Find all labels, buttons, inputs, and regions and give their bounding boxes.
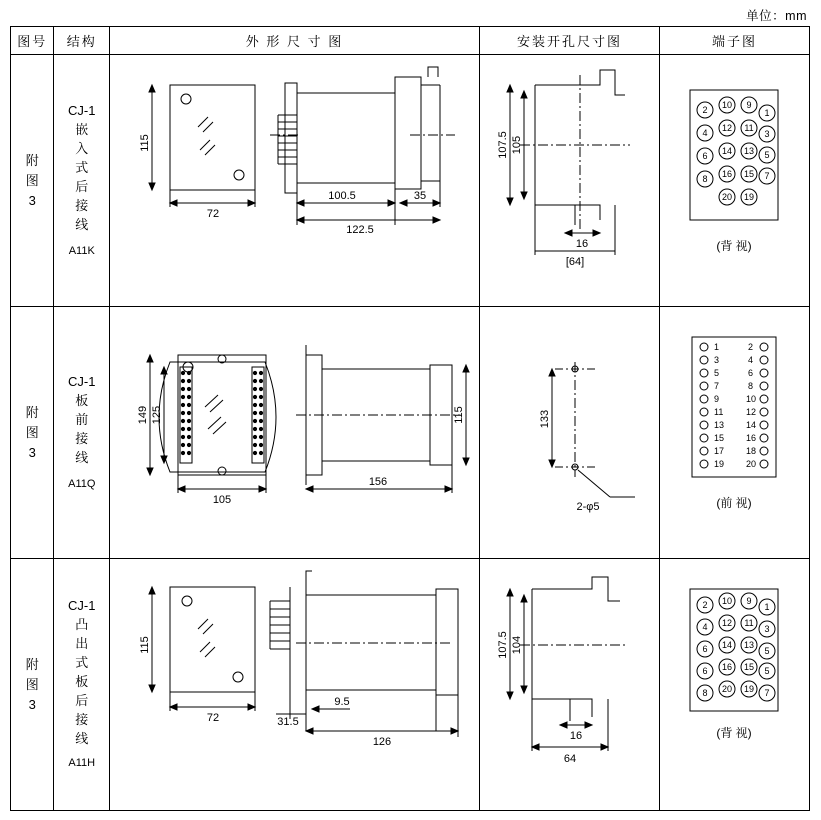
structure-label-2 <box>54 368 109 498</box>
svg-text:1: 1 <box>713 342 719 352</box>
struct-line: 线 <box>75 216 89 232</box>
header-hole: 安装开孔尺寸图 <box>480 27 660 55</box>
table-row <box>11 559 810 811</box>
struct-line: 板 <box>75 674 89 689</box>
dim-133: 133 <box>539 409 552 429</box>
struct-line: 线 <box>75 731 89 746</box>
structure-label-3 <box>54 592 109 777</box>
svg-text:13: 13 <box>743 146 754 156</box>
svg-text:8: 8 <box>702 174 708 184</box>
terminal-drawing-3 <box>659 559 809 811</box>
svg-text:19: 19 <box>743 192 754 202</box>
svg-text:8: 8 <box>702 688 708 698</box>
dim-9-5: 9.5 <box>334 696 350 708</box>
svg-text:6: 6 <box>747 368 753 378</box>
struct-line: 接 <box>75 430 89 446</box>
svg-text:14: 14 <box>721 640 732 650</box>
dim-149: 149 <box>137 405 150 425</box>
outline-drawing-3 <box>110 559 480 811</box>
dim-depth-35: 35 <box>413 190 427 202</box>
svg-text:4: 4 <box>702 622 708 632</box>
terminal-view-label-3: (背 视) <box>716 726 752 740</box>
svg-text:9: 9 <box>746 596 752 606</box>
svg-text:6: 6 <box>702 644 708 654</box>
svg-text:10: 10 <box>721 596 732 606</box>
struct-code: A11K <box>68 244 95 257</box>
svg-text:17: 17 <box>713 446 724 456</box>
terminal-view-label-1: (背 视) <box>716 239 752 253</box>
structure-label-1 <box>54 97 109 265</box>
svg-text:3: 3 <box>764 129 770 139</box>
svg-text:16: 16 <box>721 169 732 179</box>
dim-31-5: 31.5 <box>277 716 299 728</box>
svg-text:5: 5 <box>764 666 770 676</box>
dim-depth-100-5: 100.5 <box>328 190 356 202</box>
dimension-table <box>10 26 810 811</box>
dim-115-right: 115 <box>453 406 466 424</box>
struct-line: 式 <box>75 159 89 175</box>
svg-text:18: 18 <box>745 446 756 456</box>
structure-cell-3 <box>54 559 110 811</box>
dim-hole-105: 105 <box>511 135 524 155</box>
dim-hole-107-5: 107.5 <box>497 131 510 159</box>
svg-text:11: 11 <box>744 123 754 133</box>
svg-text:10: 10 <box>745 394 756 404</box>
unit-note: 单位：mm <box>746 9 807 23</box>
fig-no-cell-1 <box>11 55 54 307</box>
hole-drawing-2 <box>480 307 660 559</box>
struct-line: CJ-1 <box>68 373 96 389</box>
header-fig-no: 图号 <box>11 27 54 55</box>
dim-16: 16 <box>569 730 583 742</box>
structure-cell-2 <box>54 307 110 559</box>
svg-text:15: 15 <box>743 169 754 179</box>
svg-text:5: 5 <box>713 368 719 378</box>
dim-hole-16: 16 <box>575 238 589 250</box>
dim-156: 156 <box>368 476 388 488</box>
svg-text:12: 12 <box>721 123 732 133</box>
svg-text:11: 11 <box>744 618 754 628</box>
svg-text:2: 2 <box>747 342 753 352</box>
svg-text:7: 7 <box>713 381 719 391</box>
dim-hole-64: [64] <box>565 256 585 268</box>
fig-no-cell-2 <box>11 307 54 559</box>
table-row <box>11 307 810 559</box>
outline-drawing-1 <box>110 55 480 307</box>
svg-text:4: 4 <box>702 128 708 138</box>
table-header-row <box>11 27 810 55</box>
terminal-view-label-2: (前 视) <box>716 496 752 510</box>
svg-text:9: 9 <box>746 100 752 110</box>
svg-text:4: 4 <box>747 355 753 365</box>
svg-text:13: 13 <box>713 420 724 430</box>
dim-depth-122-5: 122.5 <box>346 224 374 236</box>
svg-text:14: 14 <box>745 420 756 430</box>
svg-text:1: 1 <box>764 108 770 118</box>
svg-text:2: 2 <box>702 600 708 610</box>
svg-text:15: 15 <box>713 433 724 443</box>
struct-line: 后 <box>75 693 89 708</box>
dim-104: 104 <box>511 635 524 655</box>
svg-text:20: 20 <box>745 459 756 469</box>
dim-125: 125 <box>151 405 164 425</box>
svg-text:15: 15 <box>743 662 754 672</box>
svg-text:16: 16 <box>721 662 732 672</box>
header-outline: 外 形 尺 寸 图 <box>110 27 480 55</box>
fig-no-label-3: 附 图 3 <box>25 656 39 712</box>
hole-drawing-1 <box>480 55 660 307</box>
struct-code: A11Q <box>68 477 96 490</box>
dim-height-115: 115 <box>139 134 152 152</box>
dim-64: 64 <box>563 753 577 765</box>
svg-text:9: 9 <box>713 394 719 404</box>
svg-text:6: 6 <box>702 666 708 676</box>
svg-text:20: 20 <box>721 192 732 202</box>
terminal-drawing-2 <box>659 307 809 559</box>
dim-115-left: 115 <box>139 636 152 654</box>
struct-line: 凸 <box>75 617 89 632</box>
dim-126: 126 <box>372 736 392 748</box>
svg-text:3: 3 <box>713 355 719 365</box>
table-row <box>11 55 810 307</box>
svg-text:20: 20 <box>721 684 732 694</box>
svg-text:7: 7 <box>764 171 770 181</box>
fig-no-cell-3 <box>11 559 54 811</box>
dim-width-72: 72 <box>206 208 220 220</box>
svg-text:1: 1 <box>764 602 770 612</box>
dim-72: 72 <box>206 712 220 724</box>
svg-text:11: 11 <box>713 407 724 417</box>
dim-hole-spec: 2-φ5 <box>576 501 600 513</box>
struct-line: 前 <box>75 411 89 427</box>
header-terminal: 端子图 <box>659 27 809 55</box>
hole-drawing-3 <box>480 559 660 811</box>
outline-drawing-2 <box>110 307 480 559</box>
struct-line: 线 <box>75 449 89 465</box>
svg-text:19: 19 <box>713 459 724 469</box>
svg-text:10: 10 <box>721 100 732 110</box>
svg-text:14: 14 <box>721 146 732 156</box>
svg-text:12: 12 <box>745 407 756 417</box>
struct-line: 后 <box>75 178 89 194</box>
struct-line: 接 <box>75 712 89 727</box>
svg-text:6: 6 <box>702 151 708 161</box>
svg-text:12: 12 <box>721 618 732 628</box>
struct-line: 出 <box>75 636 89 651</box>
dim-105: 105 <box>212 494 232 506</box>
svg-text:5: 5 <box>764 646 770 656</box>
struct-line: 式 <box>75 655 89 670</box>
svg-text:5: 5 <box>764 150 770 160</box>
structure-cell-1 <box>54 55 110 307</box>
header-structure: 结构 <box>54 27 110 55</box>
svg-text:13: 13 <box>743 640 754 650</box>
fig-no-label-2: 附 图 3 <box>25 404 39 460</box>
svg-text:8: 8 <box>747 381 753 391</box>
terminal-drawing-1 <box>659 55 809 307</box>
struct-code: A11H <box>68 757 96 769</box>
svg-text:19: 19 <box>743 684 754 694</box>
svg-text:7: 7 <box>764 688 770 698</box>
struct-line: 入 <box>75 140 89 156</box>
struct-line: 板 <box>75 392 89 408</box>
svg-text:2: 2 <box>702 105 708 115</box>
svg-text:3: 3 <box>764 624 770 634</box>
struct-line: 接 <box>75 197 89 213</box>
svg-text:16: 16 <box>745 433 756 443</box>
struct-line: CJ-1 <box>68 598 96 613</box>
struct-line: CJ-1 <box>68 102 96 118</box>
fig-no-label-1: 附 图 3 <box>25 152 39 208</box>
dim-107-5: 107.5 <box>497 631 510 659</box>
struct-line: 嵌 <box>75 121 89 137</box>
